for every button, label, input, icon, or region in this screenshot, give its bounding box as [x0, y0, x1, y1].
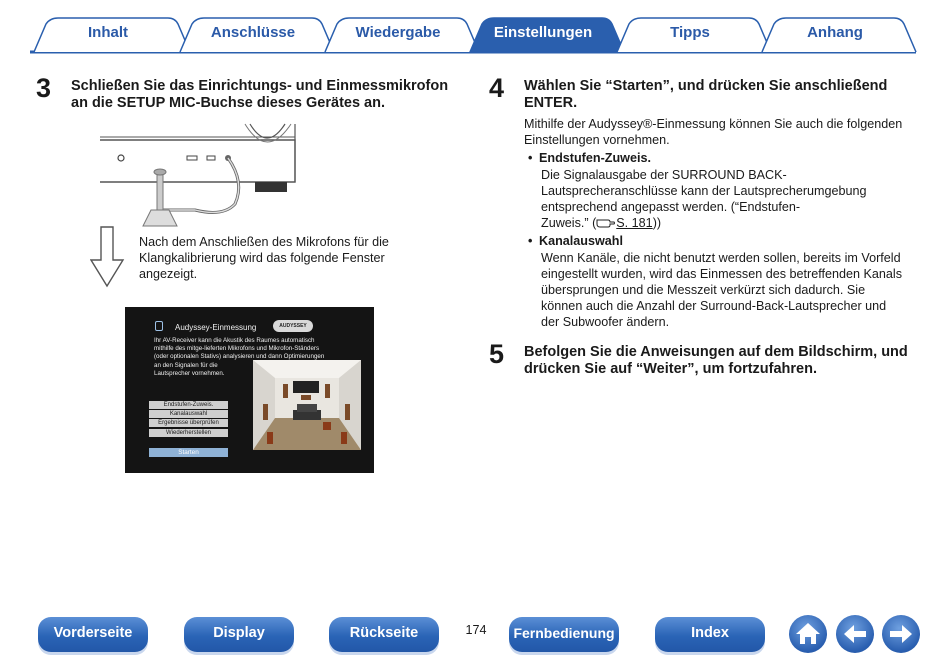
back-button[interactable] [836, 615, 874, 653]
bullet-kanalauswahl-title: • Kanalauswahl [539, 233, 623, 249]
step-3-number: 3 [36, 73, 52, 103]
step-3-title-line2: an die SETUP MIC-Buchse dieses Gerätes an. [71, 95, 386, 111]
receiver-microphone-illustration [95, 122, 310, 230]
screen-body-line: an den Signalen für die [154, 361, 218, 369]
nav-index-button[interactable]: Index [655, 617, 765, 652]
down-arrow-icon [90, 226, 126, 288]
reference-suffix: )) [652, 216, 662, 230]
nav-fernbedienung-button[interactable]: Fernbedienung [509, 617, 619, 652]
starten-button[interactable]: Starten [149, 448, 228, 457]
home-icon [789, 615, 827, 653]
audyssey-screen [125, 307, 374, 473]
tab-anschluesse[interactable]: Anschlüsse [210, 24, 296, 41]
bullet-kanalauswahl-line5: der Subwoofer ändern. [541, 315, 670, 329]
bullet-kanalauswahl-line1: Wenn Kanäle, die nicht benutzt werden sollen, bereits im Vorfeld [541, 251, 901, 265]
screen-body-line: Ihr AV-Receiver kann die Akustik des Raumes automatisch [154, 337, 315, 344]
step-3-note-line2: Klangkalibrierung wird das folgende Fenster [139, 251, 385, 265]
kanalauswahl-button[interactable]: Kanalauswahl [149, 410, 228, 418]
screen-body-line: mithilfe des mitge-lieferten Mikrofons und Mikrofon-Ständers [154, 345, 320, 353]
pointing-hand-icon [596, 216, 616, 227]
screen-body-line: Lautsprecher vornehmen. [154, 369, 225, 377]
bullet-kanalauswahl-line4: können auch die Anzahl der Surround-Back-Lautsprecher und [541, 299, 887, 313]
step-4-number: 4 [489, 73, 505, 103]
audyssey-logo: AUDYSSEY [273, 320, 313, 332]
forward-button[interactable] [882, 615, 920, 653]
microphone-icon [155, 321, 163, 331]
screen-body-line: (oder optionalen Stativs) analysieren und dann Optimierungen [154, 353, 325, 361]
wiederherstellen-button[interactable]: Wiederherstellen [149, 429, 228, 437]
bullet-kanalauswahl-line2: eingestellt wurden, wird das Einmessen des betreffenden Kanals [541, 267, 903, 281]
nav-display-button[interactable]: Display [184, 617, 294, 652]
bullet-endstufen-line3: entsprechend angepasst werden. (“Endstufen- [541, 200, 801, 214]
step-5-title-line2: drücken Sie auf “Weiter”, um fortzufahren. [524, 361, 818, 377]
back-arrow-icon [836, 615, 874, 653]
tab-tipps[interactable]: Tipps [670, 24, 710, 41]
screen-title: Audyssey-Einmessung [175, 323, 257, 332]
step-4-title-line1: Wählen Sie “Starten”, und drücken Sie anschließend [524, 78, 888, 94]
step-5-title-line1: Befolgen Sie die Anweisungen auf dem Bildschirm, und [524, 344, 908, 360]
endstufen-zuweis-button[interactable]: Endstufen-Zuweis. [149, 401, 228, 409]
page-181-link[interactable]: S. 181 [616, 216, 653, 230]
bullet-endstufen-line1: Die Signalausgabe der SURROUND BACK- [541, 168, 787, 182]
nav-vorderseite-button[interactable]: Vorderseite [38, 617, 148, 652]
nav-rueckseite-button[interactable]: Rückseite [329, 617, 439, 652]
forward-arrow-icon [882, 615, 920, 653]
step-3-note-line1: Nach dem Anschließen des Mikrofons für die [139, 235, 389, 249]
tab-anhang[interactable]: Anhang [807, 24, 863, 41]
step-4-title-line2: ENTER. [524, 95, 578, 111]
bullet-endstufen-line4 [541, 215, 661, 231]
tab-inhalt[interactable]: Inhalt [88, 24, 128, 41]
step-3-title-line1: Schließen Sie das Einrichtungs- und Einmessmikrofon [71, 78, 449, 94]
home-button[interactable] [789, 615, 827, 653]
step-4-intro-line2: Einstellungen vornehmen. [524, 133, 670, 147]
tab-einstellungen[interactable]: Einstellungen [493, 24, 593, 41]
step-4-intro-line1: Mithilfe der Audyssey®-Einmessung können Sie auch die folgenden [524, 117, 903, 131]
step-5-number: 5 [489, 339, 505, 369]
bullet-endstufen-title: • Endstufen-Zuweis. [539, 150, 651, 166]
bullet-endstufen-line2: Lautsprecheranschlüsse kann der Lautsprecherumgebung [541, 184, 867, 198]
page-number: 174 [465, 623, 487, 637]
speaker-room-illustration [253, 360, 361, 450]
bullet-kanalauswahl-line3: übersprungen und die Messzeit verkürzt sich dadurch. Sie [541, 283, 866, 297]
ergebnisse-button[interactable]: Ergebnisse überprüfen [149, 419, 228, 427]
tab-wiedergabe[interactable]: Wiedergabe [355, 24, 441, 41]
step-3-note-line3: angezeigt. [139, 267, 198, 281]
tab-bar [0, 0, 950, 60]
reference-prefix: Zuweis.” ( [541, 216, 597, 230]
